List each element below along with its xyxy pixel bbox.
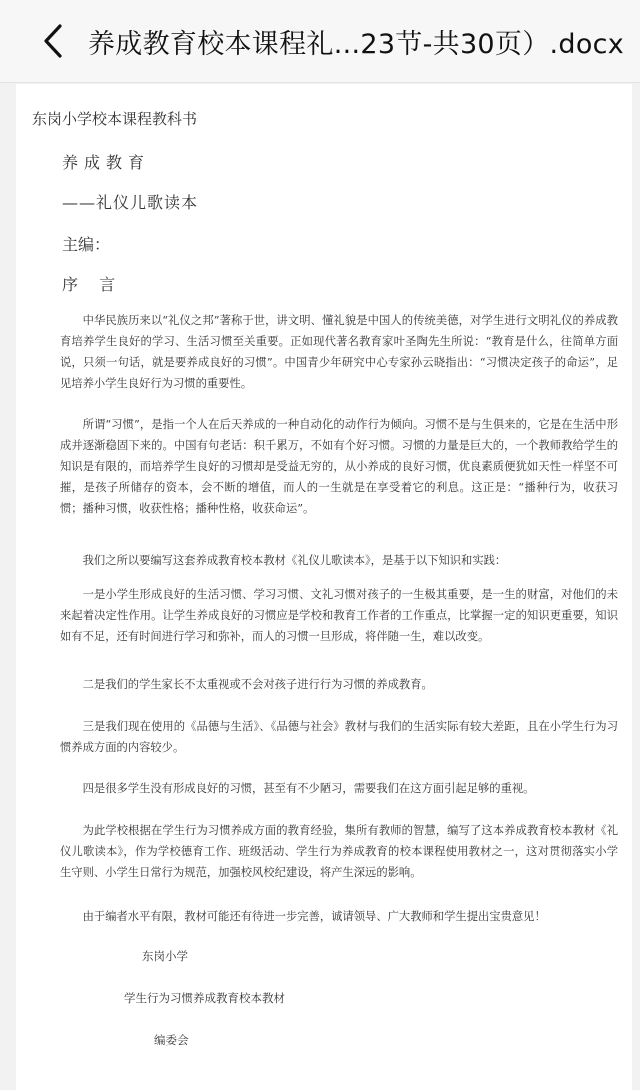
paragraph-8: 为此学校根据在学生行为习惯养成方面的教育经验，集所有教师的智慧，编写了这本养成教育校本教材《礼仪儿歌读本》，作为学校德育工作、班级活动、学生行为养成教育的校本课程使用教材之一，这对贯彻落实小学生守则、小学生日常行为规范，加强校风校纪建设，将产生深远的影响。	[60, 824, 618, 879]
heading-editor: 主编：	[62, 235, 111, 254]
paragraph-5: 二是我们的学生家长不太重视或不会对孩子进行行为习惯的养成教育。	[82, 678, 433, 691]
heading-title: 养成教育	[62, 153, 151, 172]
paragraph-4: 一是小学生形成良好的生活习惯、学习习惯、文礼习惯对孩子的一生极其重要，是一生的财富，对他们的未来起着决定性作用。让学生养成良好的习惯应是学校和教育工作者的工作重点，比掌握一定的知识更重要，知识如有不足，还有时间进行学习和弥补，而人的习惯一旦形成，将伴随一生，难以改变。	[60, 588, 618, 643]
paragraph-9: 由于编者水平有限，教材可能还有待进一步完善，诚请领导、广大教师和学生提出宝贵意见！	[82, 910, 546, 923]
paragraph-3: 我们之所以要编写这套养成教育校本教材《礼仪儿歌读本》，是基于以下知识和实践：	[82, 554, 507, 567]
school-line: 东岗小学校本课程教科书	[32, 110, 198, 128]
heading-subtitle: ——礼仪儿歌读本	[62, 193, 199, 212]
signature-committee: 编委会	[154, 1033, 189, 1047]
paragraph-1: 中华民族历来以“礼仪之邦”著称于世，讲文明、懂礼貌是中国人的传统美德，对学生进行文明礼仪的养成教育培养学生良好的学习、生活习惯至关重要。正如现代著名教育家叶圣陶先生所说：“教育是什么，往简单方面说，只须一句话，就是要养成良好的习惯”。中国青少年研究中心专家孙云晓指出：“习惯决定孩子的命运”，足见培养小学生良好行为习惯的重要性。	[60, 314, 618, 390]
document-title: 养成教育校本课程礼...23节-共30页）.docx	[88, 28, 625, 60]
signature-material: 学生行为习惯养成教育校本教材	[124, 991, 285, 1005]
back-button[interactable]	[22, 0, 84, 82]
paragraph-7: 四是很多学生没有形成良好的习惯，甚至有不少陋习，需要我们在这方面引起足够的重视。	[82, 782, 535, 795]
chevron-left-icon	[41, 24, 65, 58]
paragraph-2: 所谓“习惯”，是指一个人在后天养成的一种自动化的动作行为倾向。习惯不是与生俱来的，它是在生活中形成并逐渐稳固下来的。中国有句老话：积千累万，不如有个好习惯。习惯的力量是巨大的，一个教师教给学生的知识是有限的，而培养学生良好的习惯却是受益无穷的，从小养成的良好习惯，优良素质便犹如天性一样坚不可摧，是孩子所储存的资本，会不断的增值，而人的一生就是在享受着它的利息。这正是：“播种行为，收获习惯；播种习惯，收获性格；播种性格，收获命运”。	[60, 418, 618, 515]
paragraph-6: 三是我们现在使用的《品德与生活》、《品德与社会》教材与我们的生活实际有较大差距，且在小学生行为习惯养成方面的内容较少。	[60, 720, 618, 754]
top-bar	[0, 0, 640, 83]
document-page[interactable]	[16, 84, 632, 1090]
signature-school: 东岗小学	[142, 949, 188, 963]
heading-preface: 序 言	[62, 275, 124, 294]
